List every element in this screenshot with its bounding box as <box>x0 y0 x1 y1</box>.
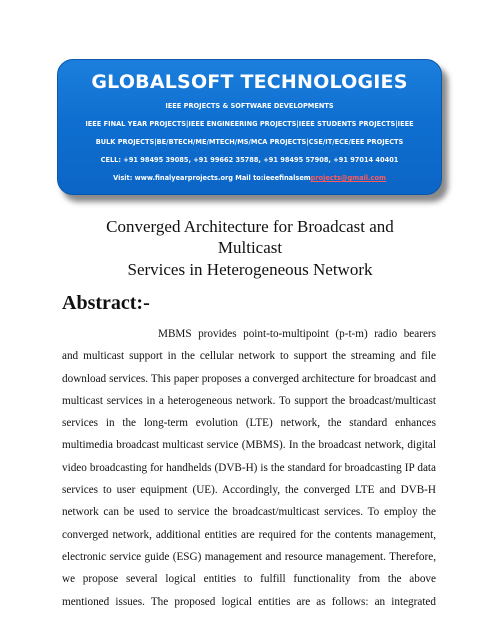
company-banner <box>57 59 442 195</box>
abstract-line: converged network, additional entities are required for the contents management, <box>62 528 436 541</box>
document-title-line-3: Services in Heterogeneous Network <box>127 260 373 279</box>
banner-contact-line: CELL: +91 98495 39085, +91 99662 35788, +91 98495 57908, +91 97014 40401 <box>100 156 399 164</box>
abstract-line: services in the long-term evolution (LTE) network, the standard enhances <box>62 417 436 430</box>
abstract-line: download services. This paper proposes a converged architecture for broadcast and <box>62 372 436 385</box>
abstract-line: video broadcasting for handhelds (DVB-H) is the standard for broadcasting IP data <box>62 461 436 474</box>
abstract-line: and multicast support in the cellular network to support the streaming and file <box>62 350 436 363</box>
abstract-line: services to user equipment (UE). Accordingly, the converged LTE and DVB-H <box>62 484 436 497</box>
email-link[interactable]: projects@gmail.com <box>310 174 386 182</box>
abstract-line: electronic service guide (ESG) management and resource management. Therefore, <box>62 550 436 563</box>
abstract-line: we propose several logical entities to fulfill functionality from the above <box>62 573 436 586</box>
document-title-line-1: Converged Architecture for Broadcast and <box>106 217 394 236</box>
company-name: GLOBALSOFT TECHNOLOGIES <box>91 71 408 93</box>
abstract-line: multimedia broadcast multicast service (MBMS). In the broadcast network, digital <box>62 439 436 452</box>
abstract-line: network can be used to service the broadcast/multicast services. To employ the <box>62 506 436 519</box>
abstract-line: mentioned issues. The proposed logical entities are as follows: an integrated <box>62 595 436 608</box>
document-title-line-2: Multicast <box>217 238 283 257</box>
abstract-heading: Abstract:- <box>62 292 150 314</box>
banner-programs-line: BULK PROJECTS|BE/BTECH/ME/MTECH/MS/MCA PROJECTS|CSE/IT/ECE/EEE PROJECTS <box>95 138 404 146</box>
abstract-line: multicast services in a heterogeneous network. To support the broadcast/multicast <box>62 394 436 407</box>
visit-text: Visit: www.finalyearprojects.org Mail to:ieeefinalsem <box>113 174 311 182</box>
banner-tagline: IEEE PROJECTS & SOFTWARE DEVELOPMENTS <box>165 102 334 110</box>
banner-visit-line <box>58 174 441 182</box>
abstract-line: MBMS provides point-to-multipoint (p-t-m) radio bearers <box>158 328 436 340</box>
banner-projects-line: IEEE FINAL YEAR PROJECTS|IEEE ENGINEERING PROJECTS|IEEE STUDENTS PROJECTS|IEEE <box>85 120 414 128</box>
abstract-paragraph <box>62 323 436 613</box>
